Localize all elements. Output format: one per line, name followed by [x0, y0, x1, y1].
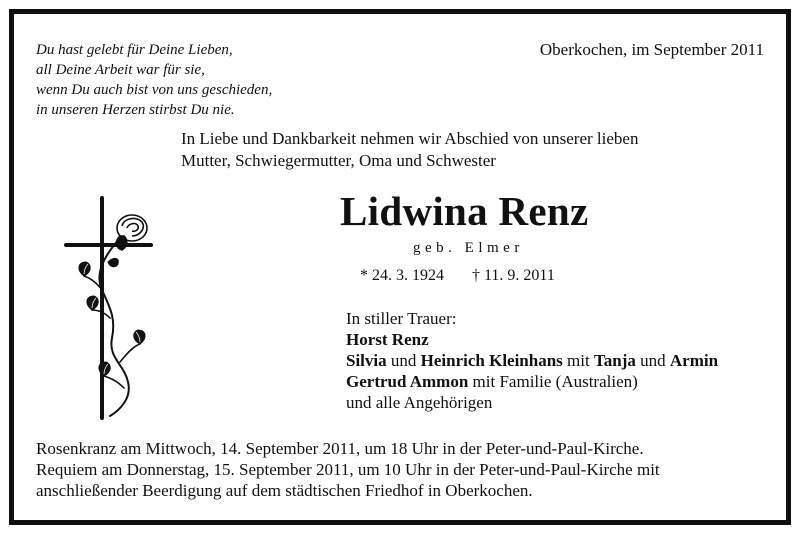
mourner-name: Silvia	[346, 351, 387, 370]
memorial-poem	[36, 40, 272, 120]
poem-line: Du hast gelebt für Deine Lieben,	[36, 42, 233, 58]
mourning-heading: In stiller Trauer:	[346, 309, 457, 328]
service-line: Requiem am Donnerstag, 15. September 2011, um 10 Uhr in der Peter-und-Paul-Kirche mit	[36, 460, 660, 479]
death-date: † 11. 9. 2011	[472, 267, 555, 284]
intro-line: In Liebe und Dankbarkeit nehmen wir Abschied von unserer lieben	[181, 129, 639, 148]
connector-text: und	[640, 351, 666, 370]
life-dates	[360, 267, 583, 285]
mourner-line: und alle Angehörigen	[346, 393, 493, 412]
service-line: anschließender Beerdigung auf dem städtischen Friedhof in Oberkochen.	[36, 481, 533, 500]
obituary-frame	[9, 9, 791, 525]
poem-line: in unseren Herzen stirbst Du nie.	[36, 102, 235, 118]
service-details	[36, 438, 660, 501]
poem-line: wenn Du auch bist von uns geschieden,	[36, 82, 273, 98]
intro-text	[181, 128, 638, 172]
deceased-name: Lidwina Renz	[340, 188, 589, 234]
mourner-name: Tanja	[593, 351, 636, 370]
mourners-list	[346, 308, 718, 413]
mourner-name: Heinrich Kleinhans	[420, 351, 563, 370]
intro-line: Mutter, Schwiegermutter, Oma und Schwester	[181, 151, 496, 170]
maiden-name: geb. Elmer	[413, 240, 524, 256]
mourner-line	[346, 371, 718, 392]
cross-with-rose-icon	[58, 192, 168, 437]
mourner-name: Gertrud Ammon	[346, 372, 469, 391]
place-and-date: Oberkochen, im September 2011	[539, 40, 764, 59]
connector-text: und	[390, 351, 417, 370]
mourner-line	[346, 350, 718, 371]
service-line: Rosenkranz am Mittwoch, 14. September 2011, um 18 Uhr in der Peter-und-Paul-Kirche.	[36, 439, 644, 458]
mourner-name: Horst Renz	[346, 330, 429, 349]
mourner-name: Armin	[669, 351, 719, 370]
birth-date: * 24. 3. 1924	[360, 267, 444, 284]
connector-text: mit	[567, 351, 590, 370]
poem-line: all Deine Arbeit war für sie,	[36, 62, 205, 78]
connector-text: mit Familie (Australien)	[472, 372, 638, 391]
